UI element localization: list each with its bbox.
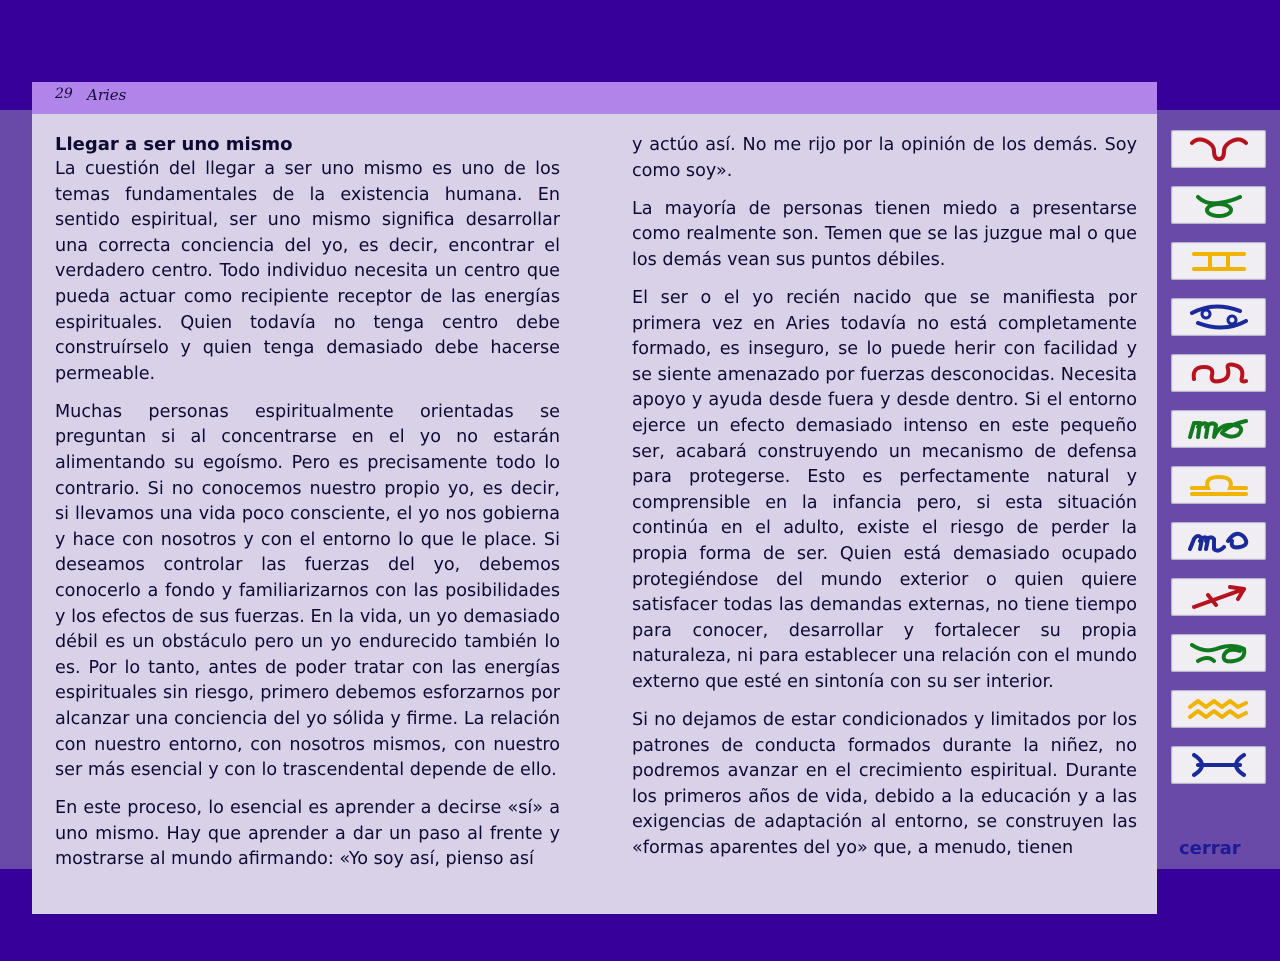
sagittarius-icon (1184, 583, 1254, 611)
zodiac-button-gemini[interactable] (1171, 242, 1266, 280)
aquarius-icon (1184, 695, 1254, 723)
zodiac-button-libra[interactable] (1171, 466, 1266, 504)
page-header (32, 82, 1157, 114)
scorpio-icon (1184, 527, 1254, 555)
section-title: Aries (87, 86, 127, 104)
zodiac-button-pisces[interactable] (1171, 746, 1266, 784)
paragraph: Muchas personas espiritualmente orientadas se preguntan si al concentrarse en el yo no estarán alimentando su egoísmo. Pero es precisamente todo lo contrario. Si no conocemos nuestro propio yo, es decir, si llevamos una vida poco consciente, el yo nos gobierna y hace con nosotros y con el entorno lo que le place. Si deseamos controlar las fuerzas del yo, debemos conocerlo a fondo y familiarizarnos con las posibilidades y los efectos de sus fuerzas. En la vida, un yo demasiado débil es un obstáculo pero un yo endurecido también lo es. Por lo tanto, antes de poder tratar con las energías espirituales sin riesgo, primero debemos esforzarnos por alcanzar una conciencia del yo sólida y firme. La relación con nuestro entorno, con nosotros mismos, con nuestro ser más esencial y con lo trascendental depende de ello. (55, 401, 560, 781)
libra-icon (1184, 471, 1254, 499)
zodiac-button-taurus[interactable] (1171, 186, 1266, 224)
capricorn-icon (1184, 639, 1254, 667)
zodiac-button-sagittarius[interactable] (1171, 578, 1266, 616)
paragraph: La cuestión del llegar a ser uno mismo es uno de los temas fundamentales de la existencia humana. En sentido espiritual, ser uno mismo significa desarrollar una correcta conciencia del yo, es decir, encontrar el verdadero centro. Todo individuo necesita un centro que pueda actuar como recipiente receptor de las energías espirituales. Quien todavía no tenga centro debe construírselo y quien tenga demasiado debe hacerse permeable. (55, 159, 560, 384)
article-title: Llegar a ser uno mismo (55, 134, 293, 155)
zodiac-button-aries[interactable] (1171, 130, 1266, 168)
zodiac-button-cancer[interactable] (1171, 298, 1266, 336)
paragraph: La mayoría de personas tienen miedo a presentarse como realmente son. Temen que se las juzgue mal o que los demás vean sus puntos débiles. (632, 198, 1137, 270)
text-column-right (632, 133, 1137, 874)
close-link[interactable]: cerrar (1179, 838, 1241, 859)
zodiac-button-capricorn[interactable] (1171, 634, 1266, 672)
taurus-icon (1184, 191, 1254, 219)
zodiac-button-aquarius[interactable] (1171, 690, 1266, 728)
cancer-icon (1184, 303, 1254, 331)
paragraph: y actúo así. No me rijo por la opinión de los demás. Soy como soy». (632, 135, 1137, 181)
paragraph: En este proceso, lo esencial es aprender a decirse «sí» a uno mismo. Hay que aprender a dar un paso al frente y mostrarse al mundo afirmando: «Yo soy así, pienso así (55, 798, 560, 870)
page-number: 29 (55, 86, 73, 102)
zodiac-button-scorpio[interactable] (1171, 522, 1266, 560)
pisces-icon (1184, 751, 1254, 779)
paragraph: El ser o el yo recién nacido que se manifiesta por primera vez en Aries todavía no está completamente formado, es inseguro, se lo puede herir con facilidad y se siente amenazado por fuerzas desconocidas. Necesita apoyo y ayuda desde fuera y desde dentro. Si el entorno ejerce un efecto demasiado intenso en este pequeño ser, acabará construyendo un mecanismo de defensa para protegerse. Esto es perfectamente natural y comprensible en la infancia pero, si esta situación continúa en el adulto, existe el riesgo de perder la propia forma de ser. Quien está demasiado ocupado protegiéndose del mundo exterior o quien quiere satisfacer todas las demandas externas, no tiene tiempo para conocer, desarrollar y fortalecer su propia naturaleza, ni para establecer una relación con el mundo externo que esté en sintonía con su ser interior. (632, 287, 1137, 692)
paragraph: Si no dejamos de estar condicionados y limitados por los patrones de conducta formados durante la niñez, no podremos avanzar en el crecimiento espiritual. Durante los primeros años de vida, debido a la educación y a las exigencias de adaptación al entorno, se construyen las «formas aparentes del yo» que, a menudo, tienen (632, 709, 1137, 858)
text-column-left (55, 132, 560, 886)
zodiac-button-leo[interactable] (1171, 354, 1266, 392)
gemini-icon (1184, 247, 1254, 275)
virgo-icon (1184, 415, 1254, 443)
zodiac-nav (1171, 130, 1266, 802)
zodiac-button-virgo[interactable] (1171, 410, 1266, 448)
content-panel (32, 82, 1157, 914)
aries-icon (1184, 135, 1254, 163)
leo-icon (1184, 359, 1254, 387)
